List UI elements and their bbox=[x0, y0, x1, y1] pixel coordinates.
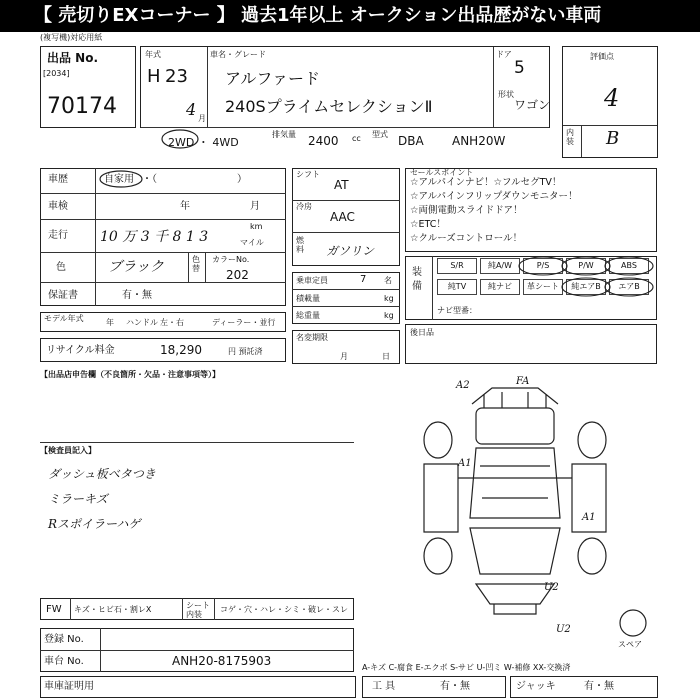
year-era: H bbox=[147, 66, 161, 87]
banner-text: 【 売切りEXコーナー 】 過去1年以上 オークション出品歴がない車両 bbox=[34, 5, 602, 26]
warranty-value: 有・無 bbox=[122, 290, 152, 301]
history-value: 自家用 bbox=[104, 174, 134, 185]
score-value: 4 bbox=[604, 84, 620, 112]
lot-number: 70174 bbox=[47, 94, 117, 119]
name-change-label: 名変期限 bbox=[296, 333, 328, 342]
equip-sr: S/R bbox=[437, 258, 477, 274]
mark-a1-right: A1 bbox=[582, 512, 596, 523]
capacity-label: 乗車定員 bbox=[296, 276, 328, 285]
drive-circle-mark bbox=[160, 128, 200, 150]
gross-weight-unit: kg bbox=[384, 311, 394, 320]
equip-ps: P/S bbox=[523, 258, 563, 274]
model-code-value: ANH20W bbox=[452, 134, 506, 148]
mileage-unit-km: km bbox=[250, 222, 263, 231]
model-year-label: モデル年式 bbox=[44, 314, 84, 323]
model-grade bbox=[225, 94, 432, 117]
sales-points-title: セールスポイント bbox=[410, 168, 474, 177]
equipment-navi-model: ナビ型番： bbox=[437, 306, 477, 315]
equip-pw: P/W bbox=[566, 258, 606, 274]
history-circle-mark bbox=[98, 170, 144, 188]
inspector-notes-label: 【検査員記入】 bbox=[40, 446, 96, 455]
displacement-value: 2400 bbox=[308, 134, 339, 148]
door-value: 5 bbox=[514, 58, 525, 78]
sales-point-line: ☆ETC！ bbox=[410, 219, 446, 230]
model-grade-roman: Ⅱ bbox=[424, 97, 433, 116]
mark-front-a: FA bbox=[516, 376, 530, 387]
gross-weight-label: 総重量 bbox=[296, 311, 320, 320]
body-type-value: ワゴン bbox=[514, 98, 551, 112]
equip-navi: 純ナビ bbox=[480, 279, 520, 295]
equip-airbag-genuine: 純エアB bbox=[566, 279, 606, 295]
mark-u2-lower: U2 bbox=[556, 624, 571, 635]
color-value: ブラック bbox=[108, 259, 164, 275]
name-change-day: 日 bbox=[382, 352, 390, 361]
score-label: 評価点 bbox=[590, 52, 614, 61]
copy-note: (複写機)対応用紙 bbox=[40, 33, 103, 42]
mark-a1-left: A1 bbox=[458, 458, 472, 469]
sales-point-line: ☆アルパインフリップダウンモニター！ bbox=[410, 191, 578, 202]
displacement-unit: cc bbox=[352, 134, 361, 143]
door-label: ドア bbox=[496, 50, 512, 59]
inspector-note-line: ミラーキズ bbox=[48, 492, 108, 506]
lot-number-box bbox=[40, 46, 136, 128]
spare-tire-icon bbox=[618, 608, 648, 638]
capacity-value: 7 bbox=[360, 274, 367, 285]
seller-notes-label: 【出品店申告欄（不良箇所・欠品・注意事項等）】 bbox=[40, 370, 220, 379]
registration-label: 登録 No. bbox=[44, 634, 84, 645]
tool-label: 工 具 bbox=[372, 681, 396, 692]
equip-airbag: エアB bbox=[609, 279, 649, 295]
drive-4wd: 4WD bbox=[212, 136, 239, 149]
jack-value: 有・無 bbox=[584, 681, 614, 692]
name-change-month: 月 bbox=[340, 352, 348, 361]
displacement-label: 排気量 bbox=[272, 130, 296, 139]
spare-label: スペア bbox=[618, 640, 642, 649]
year-month: 4 bbox=[186, 100, 197, 119]
aircon-value: AAC bbox=[330, 210, 355, 224]
recycle-label: リサイクル料金 bbox=[46, 345, 115, 356]
car-damage-diagram bbox=[410, 378, 620, 618]
inspector-note-line: ダッシュ板ベタつき bbox=[48, 467, 156, 481]
history-label: 車歴 bbox=[48, 174, 68, 185]
recycle-unit: 円 預託済 bbox=[228, 347, 263, 356]
equipment-label: 装備 bbox=[412, 267, 422, 292]
chassis-label: 車台 No. bbox=[44, 656, 84, 667]
mark-u2-bottom: U2 bbox=[544, 582, 559, 593]
color-label: 色 bbox=[56, 262, 66, 273]
fuel-value: ガソリン bbox=[326, 244, 375, 258]
interior-label: 内装 bbox=[566, 128, 574, 146]
model-name: アルファード bbox=[225, 69, 321, 88]
body-type-label: 形状 bbox=[498, 90, 514, 99]
shift-label: シフト bbox=[296, 170, 320, 179]
mileage-unit-mile: マイル bbox=[240, 238, 264, 247]
sales-points-list bbox=[410, 176, 578, 246]
tool-value: 有・無 bbox=[440, 681, 470, 692]
lot-label: 出品 No. bbox=[47, 51, 99, 65]
color-no-label: カラーNo. bbox=[212, 255, 250, 264]
sales-point-line: ☆アルパインナビ！☆フルセグTV！ bbox=[410, 177, 562, 188]
model-year-handle-value: 左・右 bbox=[160, 318, 184, 327]
mileage-value: 10 万 3 千 8 1 3 bbox=[100, 229, 209, 245]
model-code-label: 型式 bbox=[372, 130, 388, 139]
damage-legend: A-キズ C-腐食 E-エクボ S-サビ U-凹ミ W-補修 XX-交換済 bbox=[362, 663, 571, 672]
load-unit: kg bbox=[384, 294, 394, 303]
color-no-value: 202 bbox=[226, 268, 249, 282]
equip-leather: 革シート bbox=[523, 279, 563, 295]
year-month-label: 月 bbox=[198, 114, 206, 123]
warranty-label: 保証書 bbox=[48, 290, 78, 301]
aircon-label: 冷房 bbox=[296, 202, 312, 211]
fuel-label: 燃料 bbox=[296, 236, 304, 254]
sales-point-line: ☆両側電動スライドドア！ bbox=[410, 205, 523, 216]
equip-abs: ABS bbox=[609, 258, 649, 274]
equip-alloy: 純A/W bbox=[480, 258, 520, 274]
remarks-box bbox=[405, 324, 657, 364]
jack-label: ジャッキ bbox=[516, 681, 556, 692]
recycle-value: 18,290 bbox=[160, 343, 202, 357]
color-change-label: 色替 bbox=[192, 255, 200, 273]
shift-value: AT bbox=[334, 178, 349, 192]
drive-sep: ・ bbox=[197, 136, 209, 149]
drive-2wd: 2WD bbox=[168, 136, 195, 149]
inspection-year-label: 年 bbox=[180, 201, 190, 212]
interior-value: B bbox=[606, 128, 620, 149]
lot-code: [2034] bbox=[43, 69, 70, 78]
mark-a2-top-left: A2 bbox=[456, 380, 470, 391]
inspector-notes-list bbox=[48, 462, 156, 537]
seat-label: シート内装 bbox=[186, 601, 210, 619]
year-value: 23 bbox=[165, 66, 188, 87]
mileage-label: 走行 bbox=[48, 230, 68, 241]
fw-text: キズ・ヒビ石・割レX bbox=[74, 605, 152, 614]
inspector-note-line: Rスポイラーハゲ bbox=[48, 517, 141, 531]
history-rest: ・（ ） bbox=[142, 174, 247, 185]
capacity-unit: 名 bbox=[384, 276, 392, 285]
inspection-label: 車検 bbox=[48, 201, 68, 212]
auction-banner bbox=[0, 0, 700, 32]
cert-label: 車庫証明用 bbox=[44, 681, 94, 692]
model-year-dealer: ディーラー・並行 bbox=[212, 318, 276, 327]
chassis-value: ANH20-8175903 bbox=[172, 654, 272, 668]
equip-tv: 純TV bbox=[437, 279, 477, 295]
year-label: 年式 bbox=[145, 50, 161, 59]
load-label: 積載量 bbox=[296, 294, 320, 303]
model-year-handle: ハンドル bbox=[126, 318, 158, 327]
fw-label: FW bbox=[46, 604, 62, 615]
remarks-label: 後日品 bbox=[410, 328, 434, 337]
model-year-year: 年 bbox=[106, 318, 114, 327]
model-code-prefix: DBA bbox=[398, 134, 424, 148]
model-label: 車名・グレード bbox=[210, 50, 266, 59]
model-grade-text: 240Sプライムセレクション bbox=[225, 97, 425, 116]
sales-point-line: ☆クルーズコントロール！ bbox=[410, 233, 523, 244]
seat-text: コゲ・穴・ハレ・シミ・破レ・スレ bbox=[220, 605, 348, 614]
equipment-circle-marks bbox=[415, 254, 655, 298]
inspection-month-label: 月 bbox=[250, 201, 260, 212]
